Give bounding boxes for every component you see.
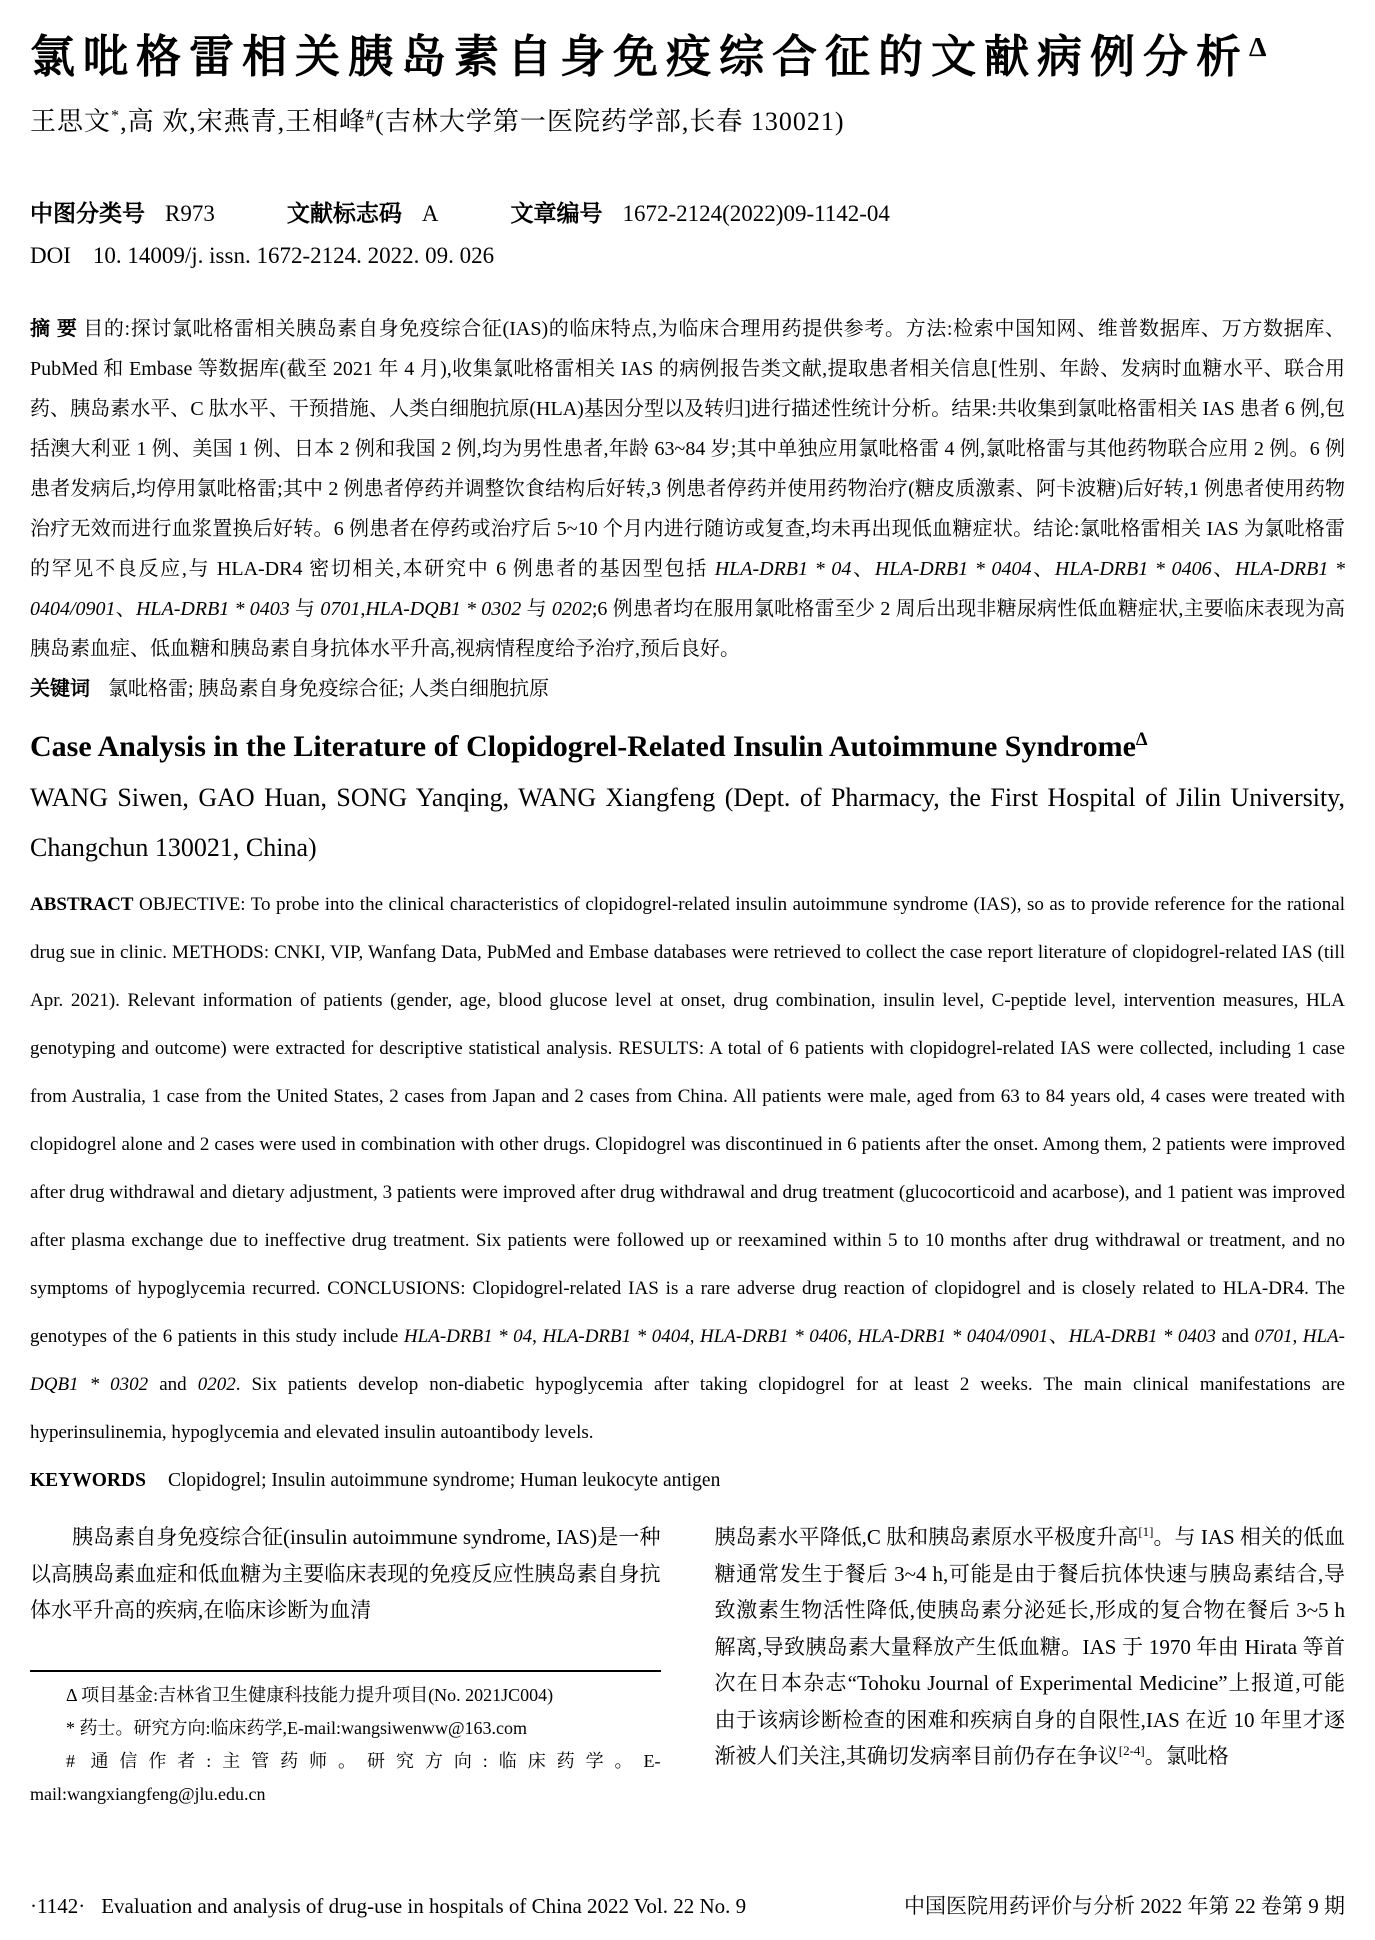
footnote-block: [30, 1670, 661, 1811]
footnote-corresponding-author: # 通信作者:主管药师。研究方向:临床药学。E-mail:wangxiangfeng@jlu.edu.cn: [30, 1751, 661, 1804]
footnote-rule: [30, 1670, 661, 1672]
article-id: [510, 198, 889, 229]
clc-value: R973: [165, 201, 215, 226]
page-footer: [30, 1892, 1345, 1920]
keywords-en-text: Clopidogrel; Insulin autoimmune syndrome; Human leukocyte antigen: [167, 1470, 721, 1491]
keywords-zh-label: 关键词: [30, 678, 90, 700]
footnote-fund: Δ 项目基金:吉林省卫生健康科技能力提升项目(No. 2021JC004): [66, 1685, 554, 1705]
document-code-label: 文献标志码: [286, 200, 402, 226]
doi-value: 10. 14009/j. issn. 1672-2124. 2022. 09. 026: [92, 243, 495, 268]
article-title-en: Case Analysis in the Literature of Clopidogrel-Related Insulin Autoimmune Syndrome$^\Delta$: [30, 729, 1148, 763]
clc-number: [30, 198, 215, 229]
abstract-en: ABSTRACT OBJECTIVE: To probe into the clinical characteristics of clopidogrel-related insulin autoimmune syndrome (IAS), so as to provide reference for the rational drug sue in clinic. METHODS: CNKI, VIP, Wanfang Data, PubMed and Embase databases were retrieved to collect the case report literature of clopidogrel-related IAS (till Apr. 2021). Relevant information of patients (gender, age, blood glucose level at onset, drug combination, insulin level, C-peptide level, intervention measures, HLA genotyping and outcome) were extracted for descriptive statistical analysis. RESULTS: A total of 6 patients with clopidogrel-related IAS were collected, including 1 case from Australia, 1 case from the United States, 2 cases from Japan and 2 cases from China. All patients were male, aged from 63 to 84 years old, 4 cases were treated with clopidogrel alone and 2 cases were used in combination with other drugs. Clopidogrel was discontinued in 6 patients after the onset. Among them, 2 patients were improved after drug withdrawal and dietary adjustment, 3 patients were improved after drug withdrawal and drug treatment (glucocorticoid and acarbose), and 1 patient was improved after plasma exchange due to ineffective drug treatment. Six patients were followed up or reexamined within 5 to 10 months after drug withdrawal or treatment, and no symptoms of hypoglycemia recurred. CONCLUSIONS: Clopidogrel-related IAS is a rare adverse drug reaction of clopidogrel and is closely related to HLA-DR4. The genotypes of the 6 patients in this study include HLA-DRB1 * 04, HLA-DRB1 * 0404, HLA-DRB1 * 0406, HLA-DRB1 * 0404/0901、HLA-DRB1 * 0403 and 0701, HLA-DQB1 * 0302 and 0202. Six patients develop non-diabetic hypoglycemia after taking clopidogrel for at least 2 weeks. The main clinical manifestations are hyperinsulinemia, hypoglycemia and elevated insulin autoantibody levels.: [30, 894, 1345, 1443]
article-id-label: 文章编号: [510, 200, 603, 226]
keywords-en-label: KEYWORDS: [30, 1470, 146, 1491]
abstract-zh: 摘 要 目的:探讨氯吡格雷相关胰岛素自身免疫综合征(IAS)的临床特点,为临床合理用药提供参考。方法:检索中国知网、维普数据库、万方数据库、PubMed 和 Embase 等数据库(截至 2021 年 4 月),收集氯吡格雷相关 IAS 的病例报告类文献,提取患者相关信息[性别、年龄、发病时血糖水平、联合用药、胰岛素水平、C 肽水平、干预措施、人类白细胞抗原(HLA)基因分型以及转归]进行描述性统计分析。结果:共收集到氯吡格雷相关 IAS 患者 6 例,包括澳大利亚 1 例、美国 1 例、日本 2 例和我国 2 例,均为男性患者,年龄 63~84 岁;其中单独应用氯吡格雷 4 例,氯吡格雷与其他药物联合应用 2 例。6 例患者发病后,均停用氯吡格雷;其中 2 例患者停药并调整饮食结构后好转,3 例患者停药并使用药物治疗(糖皮质激素、阿卡波糖)后好转,1 例患者使用药物治疗无效而进行血浆置换后好转。6 例患者在停药或治疗后 5~10 个月内进行随访或复查,均未再出现低血糖症状。结论:氯吡格雷相关 IAS 为氯吡格雷的罕见不良反应,与 HLA-DR4 密切相关,本研究中 6 例患者的基因型包括 HLA-DRB1 * 04、HLA-DRB1 * 0404、HLA-DRB1 * 0406、HLA-DRB1 * 0404/0901、HLA-DRB1 * 0403 与 0701,HLA-DQB1 * 0302 与 0202;6 例患者均在服用氯吡格雷至少 2 周后出现非糖尿病性低血糖症状,主要临床表现为高胰岛素血症、低血糖和胰岛素自身抗体水平升高,视病情程度给予治疗,预后良好。: [30, 318, 1346, 660]
footer-left: [30, 1892, 746, 1920]
clc-label: 中图分类号: [30, 200, 145, 226]
authors-en: WANG Siwen, GAO Huan, SONG Yanqing, WANG Xiangfeng (Dept. of Pharmacy, the First Hospital of Jilin University, Changchun 130021, China): [30, 783, 1345, 862]
document-code: [287, 198, 439, 229]
footer-journal-zh: 中国医院用药评价与分析 2022 年第 22 卷第 9 期: [904, 1894, 1345, 1918]
meta-row: [30, 198, 1345, 229]
document-code-value: A: [421, 201, 439, 226]
left-column: [30, 1519, 661, 1811]
article-title-zh: 氯吡格雷相关胰岛素自身免疫综合征的文献病例分析$^\Delta$: [30, 32, 1267, 82]
body-paragraph-right: 胰岛素水平降低,C 肽和胰岛素原水平极度升高[1]。与 IAS 相关的低血糖通常发生于餐后 3~4 h,可能是由于餐后抗体快速与胰岛素结合,导致激素生物活性降低,使胰岛素分泌延长,形成的复合物在餐后 3~5 h 解离,导致胰岛素大量释放产生低血糖。IAS 于 1970 年由 Hirata 等首次在日本杂志“Tohoku Journal of Experimental Medicine”上报道,可能由于该病诊断检查的困难和疾病自身的自限性,IAS 在近 10 年里才逐渐被人们关注,其确切发病率目前仍存在争议[2-4]。氯吡格: [714, 1524, 1345, 1768]
keywords-en: [30, 1457, 1345, 1505]
doi-label: DOI: [30, 243, 71, 268]
authors-zh: 王思文*,高 欢,宋燕青,王相峰#(吉林大学第一医院药学部,长春 130021): [30, 107, 845, 136]
keywords-zh: [30, 669, 1345, 709]
article-id-value: 1672-2124(2022)09-1142-04: [622, 201, 890, 226]
footnote-first-author: * 药士。研究方向:临床药学,E-mail:wangsiwenww@163.com: [66, 1718, 528, 1738]
page-number: ·1142·: [30, 1894, 86, 1918]
body-columns: [30, 1519, 1345, 1811]
right-column: [715, 1519, 1346, 1811]
keywords-zh-text: 氯吡格雷; 胰岛素自身免疫综合征; 人类白细胞抗原: [108, 678, 550, 700]
body-paragraph-left: 胰岛素自身免疫综合征(insulin autoimmune syndrome, IAS)是一种以高胰岛素血症和低血糖为主要临床表现的免疫反应性胰岛素自身抗体水平升高的疾病,在临床诊断为血清: [30, 1525, 661, 1622]
doi-row: [30, 241, 1345, 271]
footer-journal-en: Evaluation and analysis of drug-use in hospitals of China 2022 Vol. 22 No. 9: [101, 1894, 747, 1918]
